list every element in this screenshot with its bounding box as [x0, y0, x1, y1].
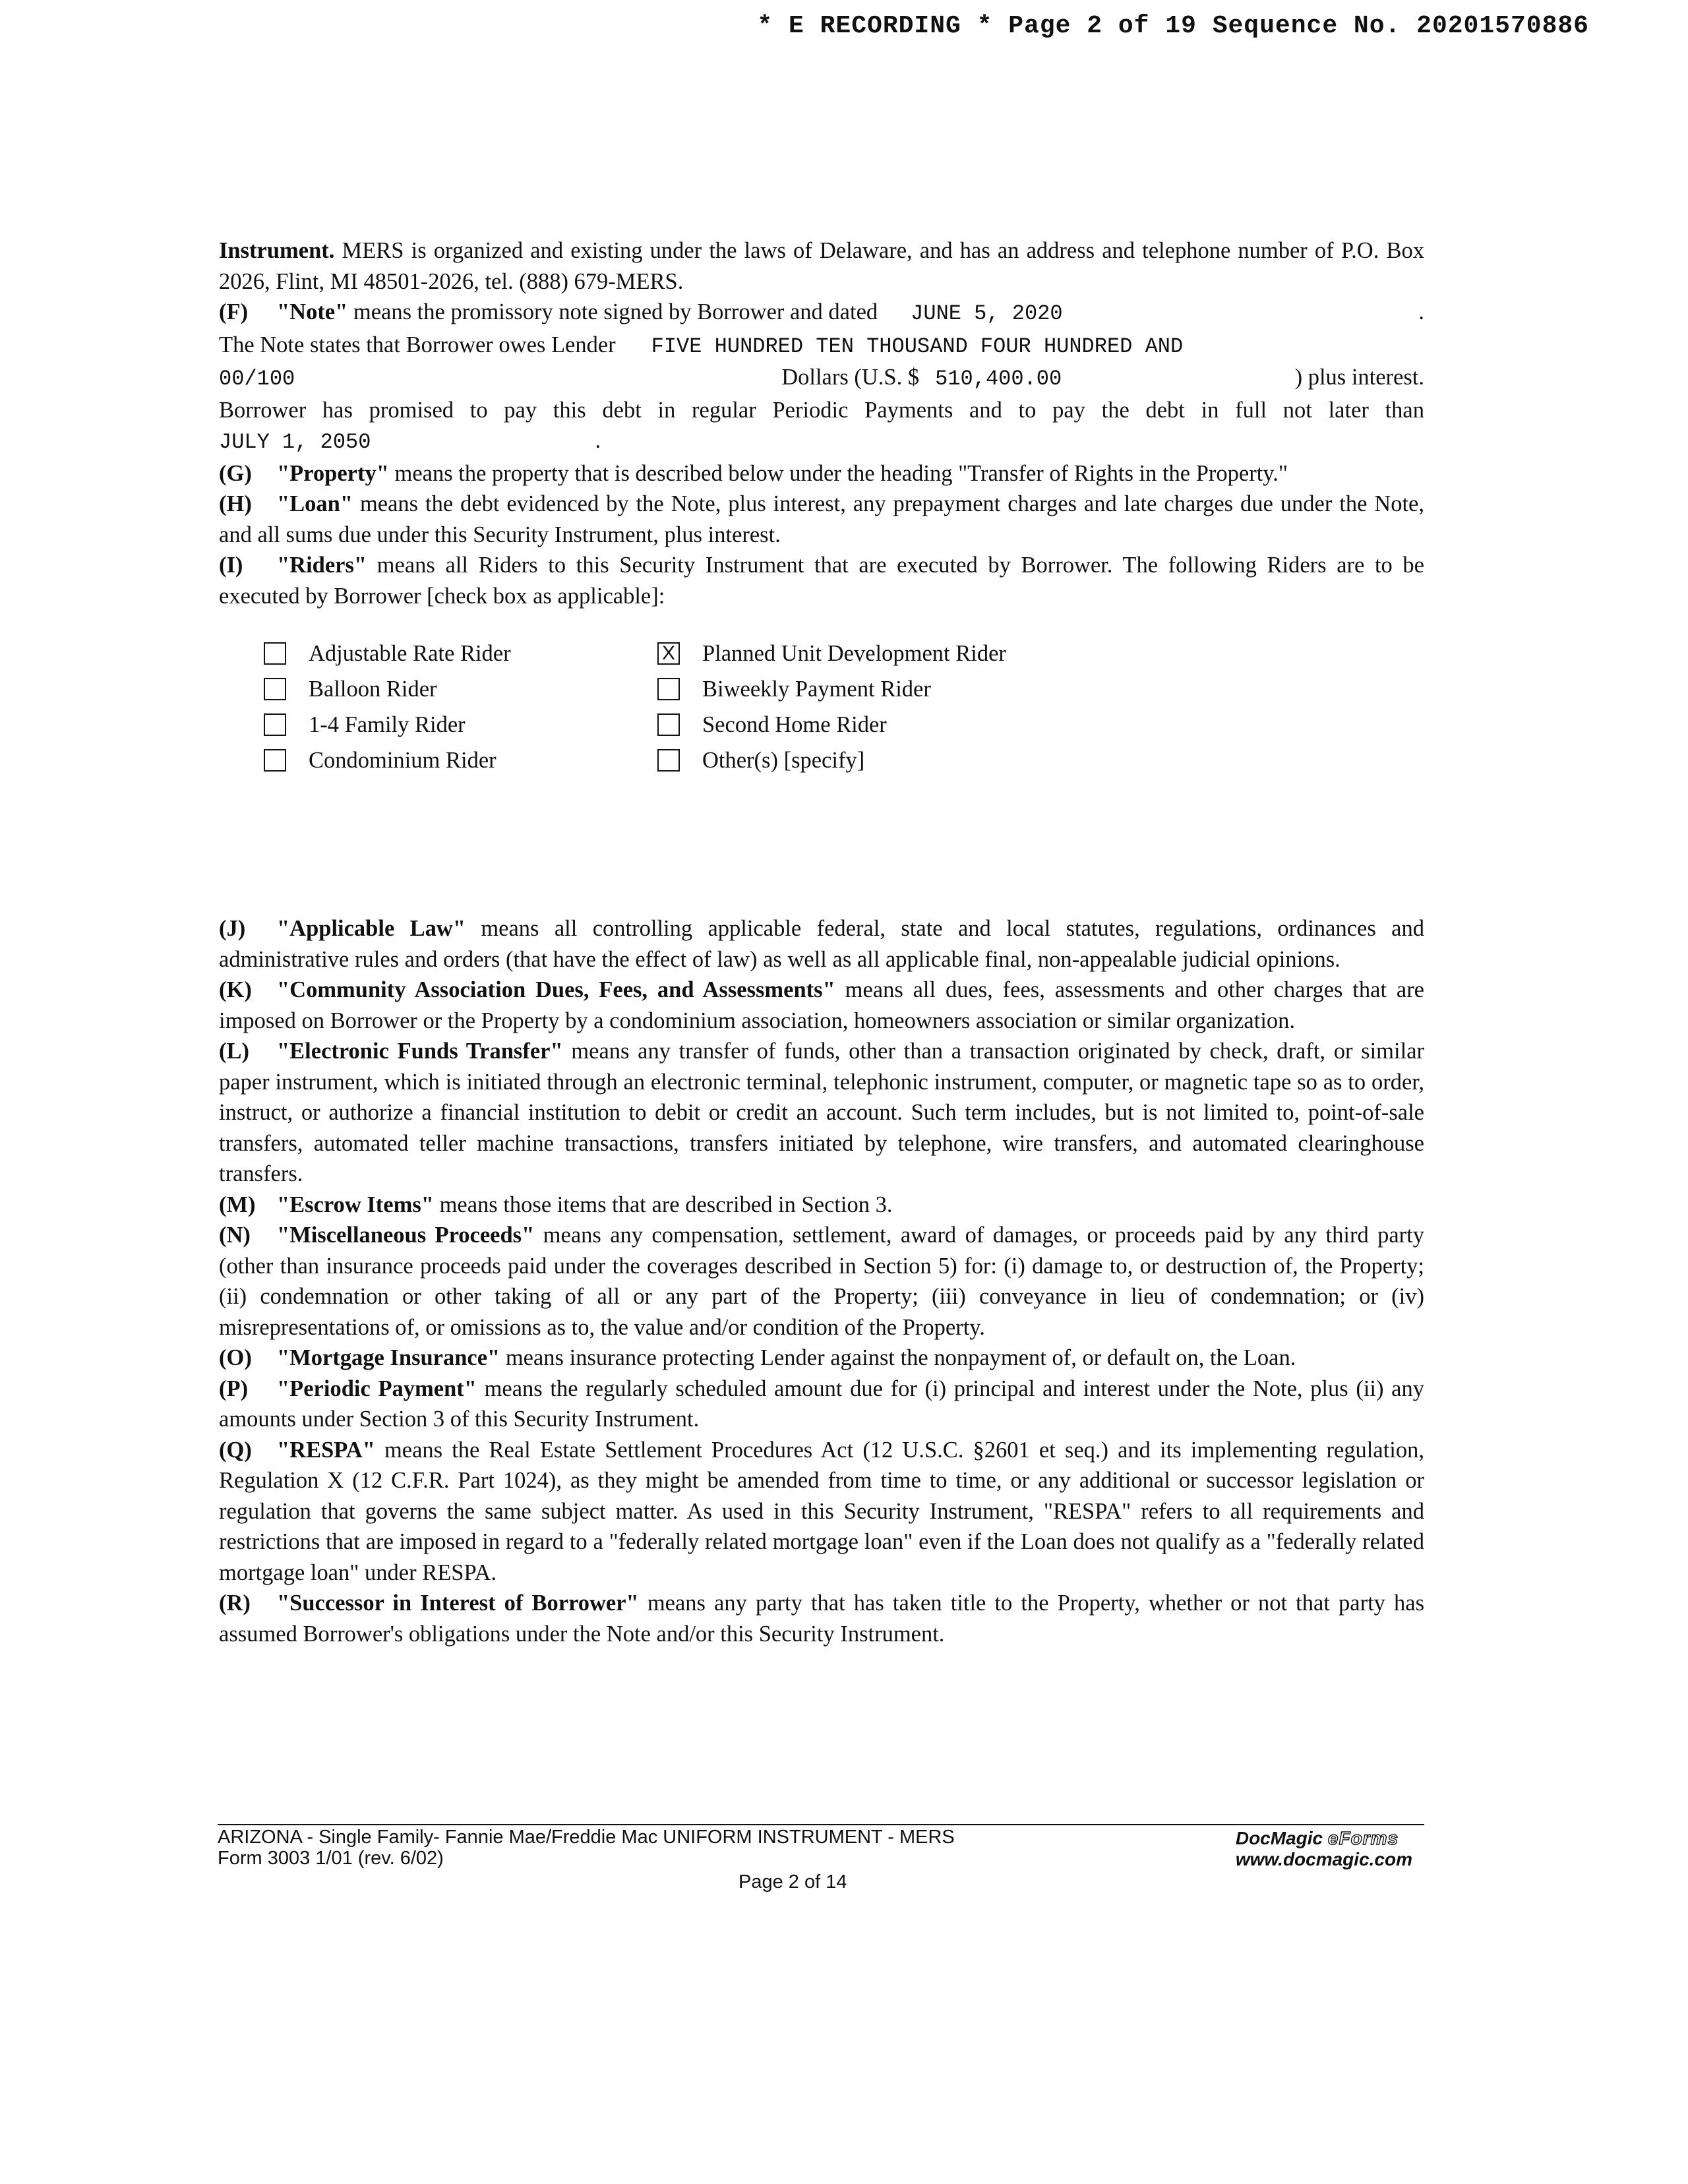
docmagic-url: www.docmagic.com	[1235, 1849, 1412, 1869]
definition-text: means the debt evidenced by the Note, plus interest, any prepayment charges and late charges due under the Note, and all sums due under this Security Instrument, plus interest.	[219, 491, 1424, 547]
instrument-paragraph	[219, 235, 1424, 297]
definition-label: "Mortgage Insurance"	[277, 1345, 500, 1370]
plus-interest: ) plus interest.	[1294, 365, 1424, 390]
definition-text: means insurance protecting Lender against the nonpayment of, or default on, the Loan.	[500, 1345, 1296, 1370]
definition-letter: (J)	[219, 916, 246, 941]
definition-f: (F) "Note" means the promissory note signed by Borrower and dated JUNE 5, 2020 . The Note states that Borrower owes Lender FIVE HUNDRED TEN THOUSAND FOUR HUNDRED AND 00/100 Dollars (U.S. $ 510,400.00 ) plus interest. Borrower has promised to pay this debt in regular Periodic Payments and to pay the debt in full not later than JULY 1, 2050 .	[219, 297, 1424, 458]
definition-o	[219, 1343, 1424, 1374]
definition-label: "Escrow Items"	[277, 1192, 434, 1217]
definition-letter: (P)	[219, 1376, 249, 1401]
rider-checkbox[interactable]	[264, 713, 286, 736]
rider-label: Condominium Rider	[309, 747, 497, 773]
definition-text: means any compensation, settlement, award of damages, or proceeds paid by any third party (other than insurance proceeds paid under the coverages described in Section 5) for: (i) damage to, or destruction of, the Property; (ii) condemnation or other taking of all or any part of the Property; (iii) conveyance in lieu of condemnation; or (iv) misrepresentations of, or omissions as to, the value and/or condition of the Property.	[219, 1223, 1424, 1340]
definition-letter: (H)	[219, 491, 252, 516]
definition-text: means the property that is described below under the heading "Transfer of Rights in the Property."	[388, 460, 1288, 486]
footer-form-number: Form 3003 1/01 (rev. 6/02)	[218, 1848, 444, 1869]
definition-text: means any party that has taken title to the Property, whether or not that party has assumed Borrower's obligations under the Note and/or this Security Instrument.	[219, 1591, 1424, 1647]
definition-letter: (K)	[219, 977, 252, 1002]
promise-text: Borrower has promised to pay this debt in regular Periodic Payments and to pay the debt in full not later than	[219, 397, 1424, 423]
riders-left-column	[264, 636, 511, 778]
definition-p	[219, 1374, 1424, 1435]
footer-form-info	[218, 1827, 955, 1869]
instrument-label: Instrument.	[219, 238, 335, 263]
definition-label: "Note"	[277, 299, 348, 324]
rider-adjustable-rate	[264, 636, 511, 671]
definition-label: "Property"	[277, 460, 389, 486]
definition-letter: (L)	[219, 1039, 249, 1064]
definition-letter: (N)	[219, 1223, 251, 1248]
definition-text: means the Real Estate Settlement Procedures Act (12 U.S.C. §2601 et seq.) and its implementing regulation, Regulation X (12 C.F.R. Part 1024), as they might be amended from time to time, or any additional or successor legislation or regulation that governs the same subject matter. As used in this Security Instrument, "RESPA" refers to all requirements and restrictions that are imposed in regard to a "federally related mortgage loan" even if the Loan does not qualify as a "federally related mortgage loan" under RESPA.	[219, 1437, 1424, 1585]
definition-label: "Community Association Dues, Fees, and Assessments"	[277, 977, 835, 1002]
definition-label: "Periodic Payment"	[277, 1376, 477, 1401]
definition-letter: (Q)	[219, 1437, 252, 1463]
definition-label: "RESPA"	[277, 1437, 375, 1463]
rider-checkbox[interactable]	[264, 678, 286, 700]
definition-label: "Applicable Law"	[277, 916, 466, 941]
rider-others	[657, 743, 1006, 778]
loan-amount: 510,400.00	[935, 367, 1062, 391]
definition-j	[219, 913, 1424, 975]
rider-checkbox[interactable]	[657, 678, 680, 700]
definition-letter: (R)	[219, 1591, 251, 1616]
definition-letter: (G)	[219, 460, 252, 486]
definition-l	[219, 1036, 1424, 1190]
definition-text: means any transfer of funds, other than a transaction originated by check, draft, or similar paper instrument, which is initiated through an electronic terminal, telephonic instrument, computer, or magnetic tape so as to order, instruct, or authorize a financial institution to debit or credit an account. Such term includes, but is not limited to, point-of-sale transfers, automated teller machine transactions, transfers initiated by telephone, wire transfers, and automated clearinghouse transfers.	[219, 1039, 1424, 1186]
riders-right-column	[657, 636, 1006, 778]
rider-label: Other(s) [specify]	[702, 747, 865, 773]
definition-label: "Electronic Funds Transfer"	[277, 1039, 563, 1064]
owes-text: The Note states that Borrower owes Lender	[219, 332, 616, 357]
definition-label: "Miscellaneous Proceeds"	[277, 1223, 535, 1248]
docmagic-brand: DocMagic	[1235, 1828, 1323, 1848]
instrument-text: MERS is organized and existing under the laws of Delaware, and has an address and telephone number of P.O. Box 2026, Flint, MI 48501-2026, tel. (888) 679-MERS.	[219, 238, 1424, 294]
footer-divider	[218, 1824, 1424, 1825]
definition-label: "Loan"	[277, 491, 353, 516]
rider-condominium	[264, 743, 511, 778]
rider-label: Second Home Rider	[702, 712, 887, 737]
definition-text: means all Riders to this Security Instrument that are executed by Borrower. The following Riders are to be executed by Borrower [check box as applicable]:	[219, 553, 1424, 609]
footer-form-title: ARIZONA - Single Family- Fannie Mae/Freddie Mac UNIFORM INSTRUMENT - MERS	[218, 1827, 955, 1848]
eforms-wordmark: eForms	[1327, 1828, 1399, 1848]
definition-letter: (F)	[219, 299, 249, 324]
definition-n	[219, 1220, 1424, 1343]
rider-checkbox[interactable]	[657, 749, 680, 772]
definitions-block-upper	[219, 235, 1424, 611]
rider-1-4-family	[264, 707, 511, 743]
definition-label: "Riders"	[277, 553, 367, 578]
definition-g	[219, 458, 1424, 489]
rider-label: 1-4 Family Rider	[309, 712, 466, 737]
definition-letter: (I)	[219, 553, 243, 578]
rider-checkbox[interactable]	[657, 713, 680, 736]
rider-checkbox[interactable]	[264, 642, 286, 665]
dollars-label: Dollars (U.S. $	[781, 365, 920, 390]
rider-checkbox-checked[interactable]: X	[657, 642, 680, 665]
rider-second-home	[657, 707, 1006, 743]
rider-label: Planned Unit Development Rider	[702, 640, 1006, 666]
docmagic-logo	[1236, 1828, 1412, 1870]
amount-words-line1: FIVE HUNDRED TEN THOUSAND FOUR HUNDRED AND	[651, 334, 1184, 359]
definition-text: means the promissory note signed by Borrower and dated	[347, 299, 878, 324]
definition-k	[219, 975, 1424, 1036]
definition-letter: (O)	[219, 1345, 252, 1370]
definition-h	[219, 489, 1424, 550]
rider-label: Biweekly Payment Rider	[702, 676, 931, 702]
definition-text: means all dues, fees, assessments and other charges that are imposed on Borrower or the Property by a condominium association, homeowners association or similar organization.	[219, 977, 1424, 1033]
definition-text: means all controlling applicable federal, state and local statutes, regulations, ordinances and administrative rules and orders (that have the effect of law) as well as all applicable final, non-appealable judicial opinions.	[219, 916, 1424, 972]
recording-stamp: * E RECORDING * Page 2 of 19 Sequence No. 20201570886	[757, 12, 1589, 40]
maturity-date: JULY 1, 2050	[219, 430, 371, 454]
definitions-block-lower	[219, 913, 1424, 1649]
rider-biweekly-payment	[657, 671, 1006, 707]
definition-q	[219, 1435, 1424, 1589]
rider-label: Balloon Rider	[309, 676, 437, 702]
rider-balloon	[264, 671, 511, 707]
footer-page-number: Page 2 of 14	[738, 1871, 847, 1893]
amount-words-line2: 00/100	[219, 367, 295, 391]
definition-i	[219, 550, 1424, 611]
definition-m	[219, 1190, 1424, 1221]
rider-planned-unit-development	[657, 636, 1006, 671]
note-date: JUNE 5, 2020	[911, 301, 1063, 326]
definition-text: means the regularly scheduled amount due for (i) principal and interest under the Note, plus (ii) any amounts under Section 3 of this Security Instrument.	[219, 1376, 1424, 1432]
definition-text: means those items that are described in Section 3.	[433, 1192, 893, 1217]
rider-checkbox[interactable]	[264, 749, 286, 772]
definition-letter: (M)	[219, 1192, 256, 1217]
definition-label: "Successor in Interest of Borrower"	[277, 1591, 639, 1616]
rider-label: Adjustable Rate Rider	[309, 640, 511, 666]
definition-r	[219, 1588, 1424, 1649]
